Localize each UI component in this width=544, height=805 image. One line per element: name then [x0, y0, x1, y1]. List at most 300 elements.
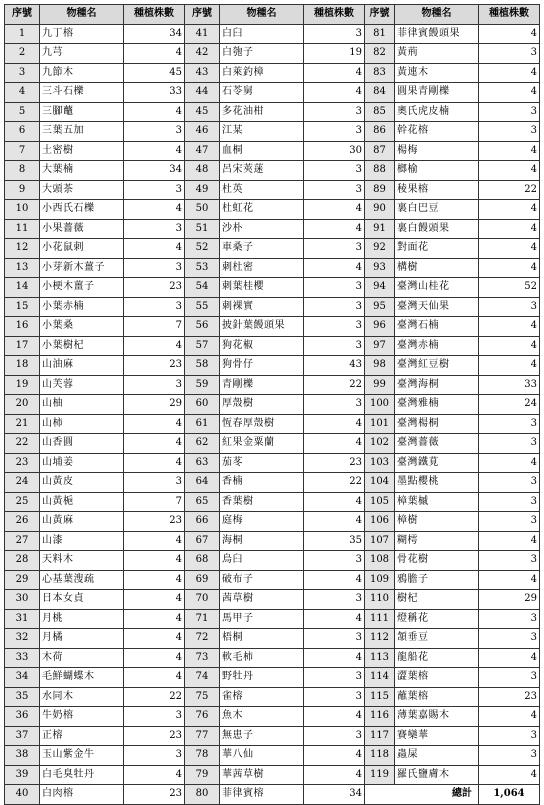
plant-count-cell: 29	[479, 590, 540, 610]
seq-cell: 111	[365, 609, 395, 629]
seq-cell: 113	[365, 648, 395, 668]
seq-cell: 81	[365, 24, 395, 44]
plant-count-cell: 34	[124, 161, 185, 181]
species-name-cell: 木荷	[40, 648, 124, 668]
seq-cell: 3	[5, 63, 40, 83]
species-name-cell: 水同木	[40, 687, 124, 707]
species-name-cell: 小花鼠刺	[40, 239, 124, 259]
seq-cell: 50	[185, 200, 220, 220]
table-row	[5, 317, 540, 337]
plant-count-cell: 52	[479, 278, 540, 298]
species-name-cell: 毛鮮蝴蝶木	[40, 668, 124, 688]
plant-count-cell: 4	[479, 707, 540, 727]
plant-count-cell: 23	[304, 453, 365, 473]
species-name-cell: 幹花榕	[395, 122, 479, 142]
table-header-row	[5, 5, 540, 25]
table-row	[5, 687, 540, 707]
seq-cell: 48	[185, 161, 220, 181]
plant-count-cell: 4	[479, 239, 540, 259]
seq-cell: 51	[185, 219, 220, 239]
species-name-cell: 臺灣紅豆樹	[395, 356, 479, 376]
species-name-cell: 馬甲子	[220, 609, 304, 629]
species-name-cell: 庭梅	[220, 512, 304, 532]
species-name-cell: 茜草樹	[220, 590, 304, 610]
table-row	[5, 395, 540, 415]
species-name-cell: 山香圓	[40, 434, 124, 454]
plant-count-cell: 3	[304, 239, 365, 259]
species-name-cell: 牛奶榕	[40, 707, 124, 727]
species-name-cell: 蘸葉榕	[395, 687, 479, 707]
seq-cell: 104	[365, 473, 395, 493]
species-name-cell: 頷垂豆	[395, 629, 479, 649]
species-name-cell: 菲律賓榕	[220, 785, 304, 805]
plant-count-cell: 3	[479, 44, 540, 64]
header-species-name: 物種名	[395, 5, 479, 25]
plant-count-cell: 4	[124, 648, 185, 668]
plant-count-cell: 3	[479, 122, 540, 142]
seq-cell: 79	[185, 765, 220, 785]
plant-count-cell: 4	[479, 24, 540, 44]
plant-count-cell: 4	[304, 492, 365, 512]
species-name-cell: 海桐	[220, 531, 304, 551]
seq-cell: 57	[185, 336, 220, 356]
plant-count-cell: 4	[304, 512, 365, 532]
seq-cell: 7	[5, 141, 40, 161]
seq-cell: 69	[185, 570, 220, 590]
table-row	[5, 297, 540, 317]
species-name-cell: 山芙蓉	[40, 375, 124, 395]
plant-count-cell: 3	[304, 590, 365, 610]
species-name-cell: 玉山紫金牛	[40, 746, 124, 766]
species-name-cell: 三葉五加	[40, 122, 124, 142]
species-name-cell: 小芽新木薑子	[40, 258, 124, 278]
seq-cell: 109	[365, 570, 395, 590]
seq-cell: 15	[5, 297, 40, 317]
species-name-cell: 白毛臭牡丹	[40, 765, 124, 785]
seq-cell: 61	[185, 414, 220, 434]
header-species-name: 物種名	[220, 5, 304, 25]
species-name-cell: 臺灣天仙果	[395, 297, 479, 317]
species-name-cell: 樟樹	[395, 512, 479, 532]
plant-count-cell: 4	[479, 356, 540, 376]
plant-count-cell: 3	[304, 317, 365, 337]
species-name-cell: 月橘	[40, 629, 124, 649]
plant-count-cell: 7	[124, 492, 185, 512]
species-name-cell: 江某	[220, 122, 304, 142]
table-row	[5, 219, 540, 239]
seq-cell: 52	[185, 239, 220, 259]
table-row	[5, 141, 540, 161]
plant-count-cell: 23	[124, 278, 185, 298]
plant-count-cell: 4	[304, 746, 365, 766]
species-name-cell: 裏白巴豆	[395, 200, 479, 220]
seq-cell: 65	[185, 492, 220, 512]
species-name-cell: 車桑子	[220, 239, 304, 259]
plant-count-cell: 3	[124, 375, 185, 395]
plant-count-cell: 29	[124, 395, 185, 415]
plant-count-cell: 4	[124, 590, 185, 610]
table-row	[5, 336, 540, 356]
species-name-cell: 呂宋莢蒾	[220, 161, 304, 181]
species-name-cell: 山柿	[40, 414, 124, 434]
table-row	[5, 785, 540, 805]
species-name-cell: 楊梅	[395, 141, 479, 161]
seq-cell: 93	[365, 258, 395, 278]
species-name-cell: 臺灣石楠	[395, 317, 479, 337]
species-name-cell: 茄苳	[220, 453, 304, 473]
table-row	[5, 765, 540, 785]
table-row	[5, 161, 540, 181]
plant-count-cell: 23	[124, 785, 185, 805]
species-name-cell: 賽欒華	[395, 726, 479, 746]
seq-cell: 97	[365, 336, 395, 356]
plant-count-cell: 43	[304, 356, 365, 376]
species-name-cell: 糊樗	[395, 531, 479, 551]
species-name-cell: 奧氏虎皮楠	[395, 102, 479, 122]
seq-cell: 17	[5, 336, 40, 356]
header-species-name: 物種名	[40, 5, 124, 25]
seq-cell: 11	[5, 219, 40, 239]
plant-count-cell: 4	[304, 707, 365, 727]
plant-count-cell: 7	[124, 317, 185, 337]
species-name-cell: 山黃皮	[40, 473, 124, 493]
seq-cell: 47	[185, 141, 220, 161]
seq-cell: 86	[365, 122, 395, 142]
plant-count-cell: 4	[124, 668, 185, 688]
species-name-cell: 稜果榕	[395, 180, 479, 200]
plant-count-cell: 4	[304, 765, 365, 785]
seq-cell: 118	[365, 746, 395, 766]
species-name-cell: 厚殼樹	[220, 395, 304, 415]
plant-count-cell: 4	[124, 44, 185, 64]
seq-cell: 114	[365, 668, 395, 688]
seq-cell: 68	[185, 551, 220, 571]
species-name-cell: 香楠	[220, 473, 304, 493]
species-name-cell: 紅果金粟蘭	[220, 434, 304, 454]
header-plant-count: 種植株數	[479, 5, 540, 25]
plant-count-cell: 23	[479, 687, 540, 707]
plant-count-cell: 23	[124, 726, 185, 746]
species-name-cell: 骨花樹	[395, 551, 479, 571]
table-row	[5, 434, 540, 454]
seq-cell: 20	[5, 395, 40, 415]
species-name-cell: 山黃麻	[40, 512, 124, 532]
seq-cell: 82	[365, 44, 395, 64]
species-name-cell: 九丁榕	[40, 24, 124, 44]
species-name-cell: 小梗木薑子	[40, 278, 124, 298]
plant-count-cell: 3	[479, 297, 540, 317]
plant-count-cell: 3	[479, 492, 540, 512]
species-name-cell: 華八仙	[220, 746, 304, 766]
table-row	[5, 668, 540, 688]
species-name-cell: 華茜草樹	[220, 765, 304, 785]
plant-count-cell: 4	[479, 648, 540, 668]
seq-cell: 53	[185, 258, 220, 278]
plant-count-cell: 3	[124, 258, 185, 278]
plant-count-cell: 4	[479, 200, 540, 220]
header-plant-count: 種植株數	[304, 5, 365, 25]
seq-cell: 59	[185, 375, 220, 395]
table-row	[5, 648, 540, 668]
plant-count-cell: 4	[479, 531, 540, 551]
plant-count-cell: 4	[479, 161, 540, 181]
plant-count-table	[4, 4, 540, 805]
seq-cell: 24	[5, 473, 40, 493]
seq-cell: 1	[5, 24, 40, 44]
species-name-cell: 燈稱花	[395, 609, 479, 629]
plant-count-cell: 3	[124, 180, 185, 200]
table-row	[5, 24, 540, 44]
table-row	[5, 102, 540, 122]
seq-cell: 103	[365, 453, 395, 473]
table-row	[5, 473, 540, 493]
plant-count-cell: 3	[304, 668, 365, 688]
plant-count-cell: 33	[479, 375, 540, 395]
species-name-cell: 刺葉桂櫻	[220, 278, 304, 298]
species-name-cell: 雀榕	[220, 687, 304, 707]
plant-count-cell: 4	[479, 141, 540, 161]
species-name-cell: 黃連木	[395, 63, 479, 83]
species-name-cell: 杜英	[220, 180, 304, 200]
species-name-cell: 土密樹	[40, 141, 124, 161]
plant-count-cell: 4	[124, 336, 185, 356]
seq-cell: 28	[5, 551, 40, 571]
seq-cell: 107	[365, 531, 395, 551]
plant-count-cell: 4	[124, 414, 185, 434]
seq-cell: 87	[365, 141, 395, 161]
seq-cell: 43	[185, 63, 220, 83]
species-name-cell: 臺灣海桐	[395, 375, 479, 395]
header-seq: 序號	[5, 5, 40, 25]
seq-cell: 88	[365, 161, 395, 181]
plant-count-cell: 4	[124, 200, 185, 220]
plant-count-cell: 3	[479, 434, 540, 454]
header-seq: 序號	[185, 5, 220, 25]
plant-count-cell: 4	[124, 570, 185, 590]
seq-cell: 115	[365, 687, 395, 707]
species-name-cell: 石苓舅	[220, 83, 304, 103]
seq-cell: 77	[185, 726, 220, 746]
plant-count-cell: 4	[479, 258, 540, 278]
seq-cell: 117	[365, 726, 395, 746]
plant-count-cell: 4	[479, 336, 540, 356]
species-name-cell: 小葉樹杞	[40, 336, 124, 356]
plant-count-cell: 3	[304, 297, 365, 317]
table-row	[5, 512, 540, 532]
seq-cell: 33	[5, 648, 40, 668]
plant-count-cell: 4	[304, 219, 365, 239]
species-name-cell: 蟲屎	[395, 746, 479, 766]
seq-cell: 72	[185, 629, 220, 649]
table-row	[5, 180, 540, 200]
plant-count-cell: 4	[124, 141, 185, 161]
seq-cell: 70	[185, 590, 220, 610]
table-row	[5, 278, 540, 298]
seq-cell: 54	[185, 278, 220, 298]
seq-cell: 38	[5, 746, 40, 766]
seq-cell: 119	[365, 765, 395, 785]
table-row	[5, 375, 540, 395]
seq-cell: 66	[185, 512, 220, 532]
plant-count-cell: 45	[124, 63, 185, 83]
plant-count-cell: 4	[479, 219, 540, 239]
species-name-cell: 圓果青剛櫟	[395, 83, 479, 103]
species-name-cell: 白臼	[220, 24, 304, 44]
plant-count-cell: 4	[124, 102, 185, 122]
species-name-cell: 樹杞	[395, 590, 479, 610]
plant-count-cell: 3	[479, 473, 540, 493]
plant-count-cell: 3	[124, 746, 185, 766]
plant-count-cell: 22	[304, 375, 365, 395]
species-name-cell: 多花油柑	[220, 102, 304, 122]
seq-cell: 25	[5, 492, 40, 512]
seq-cell: 12	[5, 239, 40, 259]
table-row	[5, 707, 540, 727]
plant-count-cell: 4	[304, 414, 365, 434]
table-row	[5, 609, 540, 629]
seq-cell: 62	[185, 434, 220, 454]
seq-cell: 74	[185, 668, 220, 688]
table-row	[5, 590, 540, 610]
plant-count-cell: 4	[304, 609, 365, 629]
species-name-cell: 山黃梔	[40, 492, 124, 512]
plant-count-cell: 3	[479, 551, 540, 571]
table-row	[5, 531, 540, 551]
plant-count-cell: 3	[304, 726, 365, 746]
seq-cell: 84	[365, 83, 395, 103]
seq-cell: 102	[365, 434, 395, 454]
plant-count-cell: 3	[304, 102, 365, 122]
seq-cell: 90	[365, 200, 395, 220]
plant-count-cell: 4	[304, 434, 365, 454]
species-name-cell: 魚木	[220, 707, 304, 727]
plant-count-cell: 3	[479, 746, 540, 766]
seq-cell: 23	[5, 453, 40, 473]
species-name-cell: 裏白饅頭果	[395, 219, 479, 239]
species-name-cell: 日本女貞	[40, 590, 124, 610]
species-name-cell: 白肉榕	[40, 785, 124, 805]
seq-cell: 2	[5, 44, 40, 64]
plant-count-cell: 3	[124, 122, 185, 142]
species-name-cell: 臺灣楊桐	[395, 414, 479, 434]
species-name-cell: 月桃	[40, 609, 124, 629]
plant-count-cell: 3	[479, 512, 540, 532]
plant-count-cell: 35	[304, 531, 365, 551]
species-name-cell: 破布子	[220, 570, 304, 590]
seq-cell: 5	[5, 102, 40, 122]
seq-cell: 14	[5, 278, 40, 298]
plant-count-cell: 4	[479, 570, 540, 590]
species-name-cell: 菲律賓饅頭果	[395, 24, 479, 44]
plant-count-cell: 4	[124, 453, 185, 473]
seq-cell: 110	[365, 590, 395, 610]
species-name-cell: 對面花	[395, 239, 479, 259]
species-name-cell: 狗花椒	[220, 336, 304, 356]
species-name-cell: 澀葉榕	[395, 668, 479, 688]
species-name-cell: 臺灣鐵莧	[395, 453, 479, 473]
plant-count-cell: 24	[479, 395, 540, 415]
species-name-cell: 九芎	[40, 44, 124, 64]
seq-cell: 92	[365, 239, 395, 259]
species-name-cell: 無患子	[220, 726, 304, 746]
species-name-cell: 榔榆	[395, 161, 479, 181]
species-name-cell: 構樹	[395, 258, 479, 278]
seq-cell: 8	[5, 161, 40, 181]
table-row	[5, 356, 540, 376]
table-row	[5, 746, 540, 766]
table-row	[5, 726, 540, 746]
species-name-cell: 山埔姜	[40, 453, 124, 473]
seq-cell: 19	[5, 375, 40, 395]
seq-cell: 22	[5, 434, 40, 454]
plant-count-cell: 22	[304, 473, 365, 493]
species-name-cell: 龍船花	[395, 648, 479, 668]
species-name-cell: 刺裸實	[220, 297, 304, 317]
seq-cell: 98	[365, 356, 395, 376]
seq-cell: 60	[185, 395, 220, 415]
species-name-cell: 鴉膽子	[395, 570, 479, 590]
seq-cell: 35	[5, 687, 40, 707]
plant-count-cell: 22	[124, 687, 185, 707]
species-name-cell: 烏臼	[220, 551, 304, 571]
table-row	[5, 551, 540, 571]
seq-cell: 42	[185, 44, 220, 64]
species-name-cell: 軟毛柿	[220, 648, 304, 668]
seq-cell: 108	[365, 551, 395, 571]
plant-count-cell: 4	[304, 83, 365, 103]
seq-cell: 100	[365, 395, 395, 415]
plant-count-cell: 3	[124, 297, 185, 317]
seq-cell: 44	[185, 83, 220, 103]
seq-cell: 49	[185, 180, 220, 200]
seq-cell: 58	[185, 356, 220, 376]
seq-cell: 4	[5, 83, 40, 103]
plant-count-cell: 4	[479, 765, 540, 785]
plant-count-cell: 34	[304, 785, 365, 805]
plant-count-cell: 4	[304, 570, 365, 590]
plant-count-cell: 4	[124, 551, 185, 571]
table-row	[5, 492, 540, 512]
plant-count-cell: 4	[479, 453, 540, 473]
species-name-cell: 恆春厚殼樹	[220, 414, 304, 434]
plant-count-cell: 3	[304, 336, 365, 356]
seq-cell: 41	[185, 24, 220, 44]
plant-count-cell: 3	[304, 551, 365, 571]
plant-count-cell: 30	[304, 141, 365, 161]
species-name-cell: 大葉楠	[40, 161, 124, 181]
table-row	[5, 258, 540, 278]
plant-count-cell: 4	[479, 83, 540, 103]
plant-count-cell: 34	[124, 24, 185, 44]
plant-count-cell: 23	[124, 512, 185, 532]
seq-cell: 9	[5, 180, 40, 200]
species-name-cell: 小葉桑	[40, 317, 124, 337]
species-name-cell: 大頭茶	[40, 180, 124, 200]
table-row	[5, 44, 540, 64]
plant-count-cell: 3	[304, 180, 365, 200]
seq-cell: 94	[365, 278, 395, 298]
species-name-cell: 小西氏石櫟	[40, 200, 124, 220]
seq-cell: 80	[185, 785, 220, 805]
species-name-cell: 臺灣雅楠	[395, 395, 479, 415]
species-name-cell: 臺灣赤楠	[395, 336, 479, 356]
seq-cell: 95	[365, 297, 395, 317]
plant-count-cell: 3	[479, 609, 540, 629]
table-row	[5, 200, 540, 220]
species-name-cell: 披針葉饅頭果	[220, 317, 304, 337]
species-name-cell: 心基葉溲疏	[40, 570, 124, 590]
plant-count-cell: 4	[479, 317, 540, 337]
